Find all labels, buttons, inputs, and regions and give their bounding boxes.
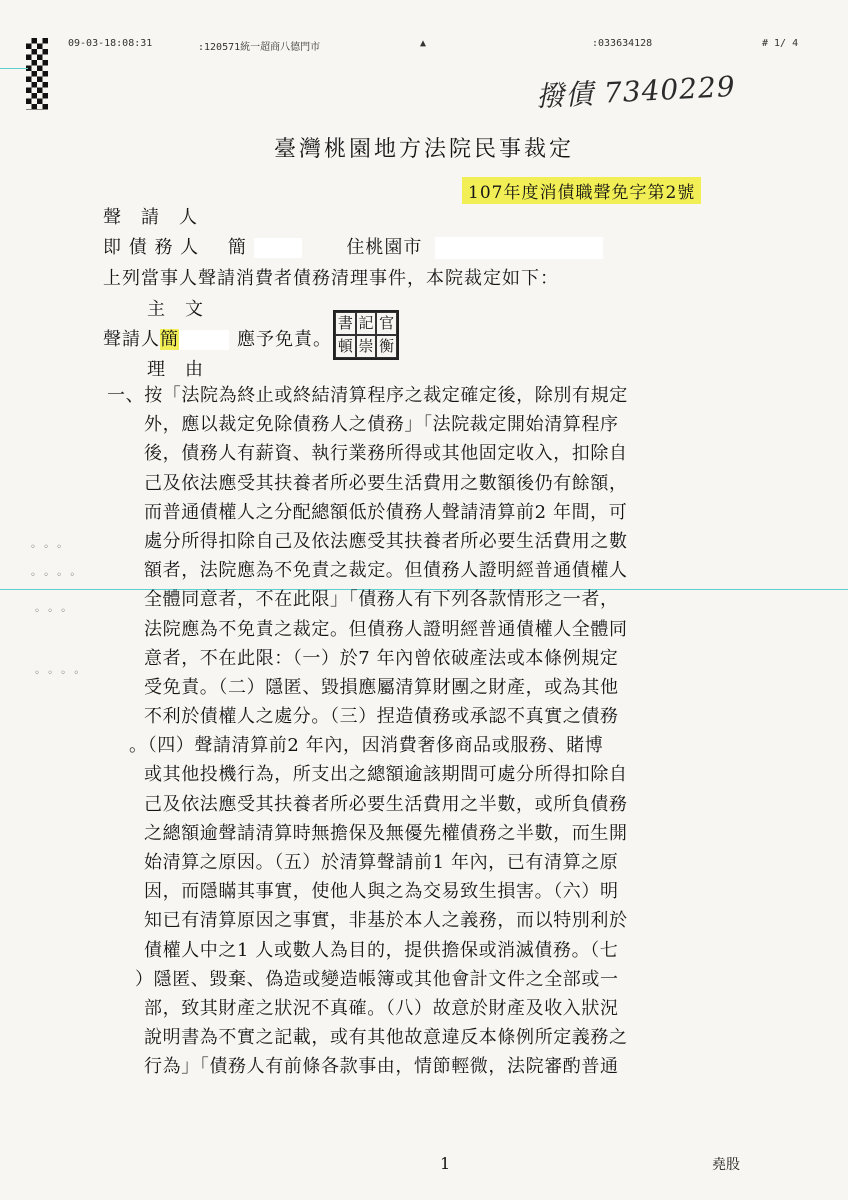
scan-speckle: ◦ ◦ ◦ — [34, 606, 69, 617]
reason-line: 己及依法應受其扶養者所必要生活費用之半數，或所負債務 — [144, 793, 628, 815]
debtor-line — [103, 233, 603, 259]
reason-line: 法院應為不免責之裁定。但債務人證明經普通債權人全體同 — [144, 618, 628, 640]
reason-line: 。（四）聲請清算前2 年內，因消費奢侈商品或服務、賭博 — [129, 735, 604, 757]
reason-line: 說明書為不實之記載，或有其他故意違反本條例所定義務之 — [144, 1027, 628, 1049]
scan-speckle: ◦ ◦ ◦ — [30, 542, 65, 553]
reasons-paragraph — [107, 381, 628, 1082]
fax-page: # 1/ 4 — [762, 38, 799, 49]
seal-char: 頓 — [335, 335, 356, 358]
reason-line: 一、按「法院為終止或終結清算程序之裁定確定後，除別有規定 — [107, 385, 628, 406]
reason-line: 知已有清算原因之事實，非基於本人之義務，而以特別利於 — [144, 910, 628, 932]
fax-marker: ▲ — [420, 38, 427, 49]
reason-line: 外，應以裁定免除債務人之債務」「法院裁定開始清算程序 — [144, 414, 619, 436]
debtor-label: 即 債 務 人 — [103, 237, 200, 258]
seal-char: 崇 — [356, 335, 377, 358]
page-number: 1 — [440, 1154, 451, 1173]
reason-line: 意者，不在此限：（一）於7 年內曾依破產法或本條例規定 — [144, 647, 619, 669]
reason-line: 己及依法應受其扶養者所必要生活費用之數額後仍有餘額， — [144, 472, 628, 494]
debtor-name: 簡 — [227, 237, 247, 258]
ruling-line — [103, 325, 332, 351]
court-title: 臺灣桃園地方法院民事裁定 — [273, 137, 574, 162]
applicant-label: 聲 請 人 — [103, 207, 198, 228]
seal-char: 官 — [376, 312, 397, 335]
ruling-name: 簡 — [160, 329, 179, 350]
seal-char: 衡 — [376, 335, 397, 358]
reason-line: 全體同意者，不在此限」「債務人有下列各款情形之一者， — [144, 589, 619, 611]
ruling-suffix: 應予免責。 — [237, 329, 332, 350]
intro-line: 上列當事人聲請消費者債務清理事件，本院裁定如下： — [103, 268, 559, 289]
reason-line: 債權人中之1 人或數人為目的，提供擔保或消滅債務。（七 — [144, 939, 619, 961]
scan-artifact-line — [0, 68, 28, 69]
address-label: 住桃園市 — [346, 237, 423, 258]
reason-line: 後，債務人有薪資、執行業務所得或其他固定收入，扣除自 — [144, 443, 628, 465]
reason-line: 不利於債權人之處分。（三）捏造債務或承認不真實之債務 — [144, 706, 619, 728]
scan-speckle: ◦ ◦ ◦ ◦ — [34, 668, 82, 679]
redaction-block — [254, 238, 302, 258]
reason-line: 額者，法院應為不免責之裁定。但債務人證明經普通債權人 — [144, 560, 628, 582]
case-number: 107年度消債職聲免字第2號 — [462, 177, 701, 204]
reason-line: 或其他投機行為，所支出之總額逾該期間可處分所得扣除自 — [144, 764, 628, 786]
reason-line: 部，致其財產之狀況不真確。（八）故意於財產及收入狀況 — [144, 997, 619, 1019]
seal-char: 記 — [356, 312, 377, 335]
reason-line: 之總額逾聲請清算時無擔保及無優先權債務之半數，而生開 — [144, 822, 628, 844]
reason-line: 始清算之原因。（五）於清算聲請前1 年內，已有清算之原 — [144, 852, 619, 873]
ruling-prefix: 聲請人 — [103, 329, 160, 350]
main-text-heading: 主 文 — [147, 299, 204, 320]
reasons-heading: 理 由 — [147, 359, 204, 380]
redaction-block — [179, 330, 229, 350]
reason-line: 行為」「債務人有前條各款事由，情節輕微，法院審酌普通 — [144, 1056, 619, 1078]
reason-line: 而普通債權人之分配總額低於債務人聲請清算前2 年間，可 — [144, 501, 628, 523]
fax-sender: :120571統一超商八德門市 — [198, 42, 321, 53]
reason-line: 因，而隱瞞其事實，使他人與之為交易致生損害。（六）明 — [144, 881, 619, 903]
seal-char: 書 — [335, 312, 356, 335]
reason-line: 處分所得扣除自己及依法應受其扶養者所必要生活費用之數 — [144, 530, 628, 552]
fax-number: :033634128 — [592, 38, 653, 49]
redaction-block — [435, 237, 603, 259]
scan-speckle: ◦ ◦ ◦ ◦ — [30, 570, 78, 581]
reason-line: 受免責。（二）隱匿、毀損應屬清算財團之財產，或為其他 — [144, 676, 619, 698]
handwritten-note: 撥債 7340229 — [535, 69, 737, 114]
fax-datetime: 09-03-18:08:31 — [68, 38, 153, 49]
fax-registration-mark — [26, 38, 48, 110]
clerk-section-mark: 堯股 — [712, 1157, 740, 1173]
reason-line: ）隱匿、毀棄、偽造或變造帳簿或其他會計文件之全部或一 — [135, 968, 619, 990]
clerk-seal-stamp — [333, 310, 399, 360]
